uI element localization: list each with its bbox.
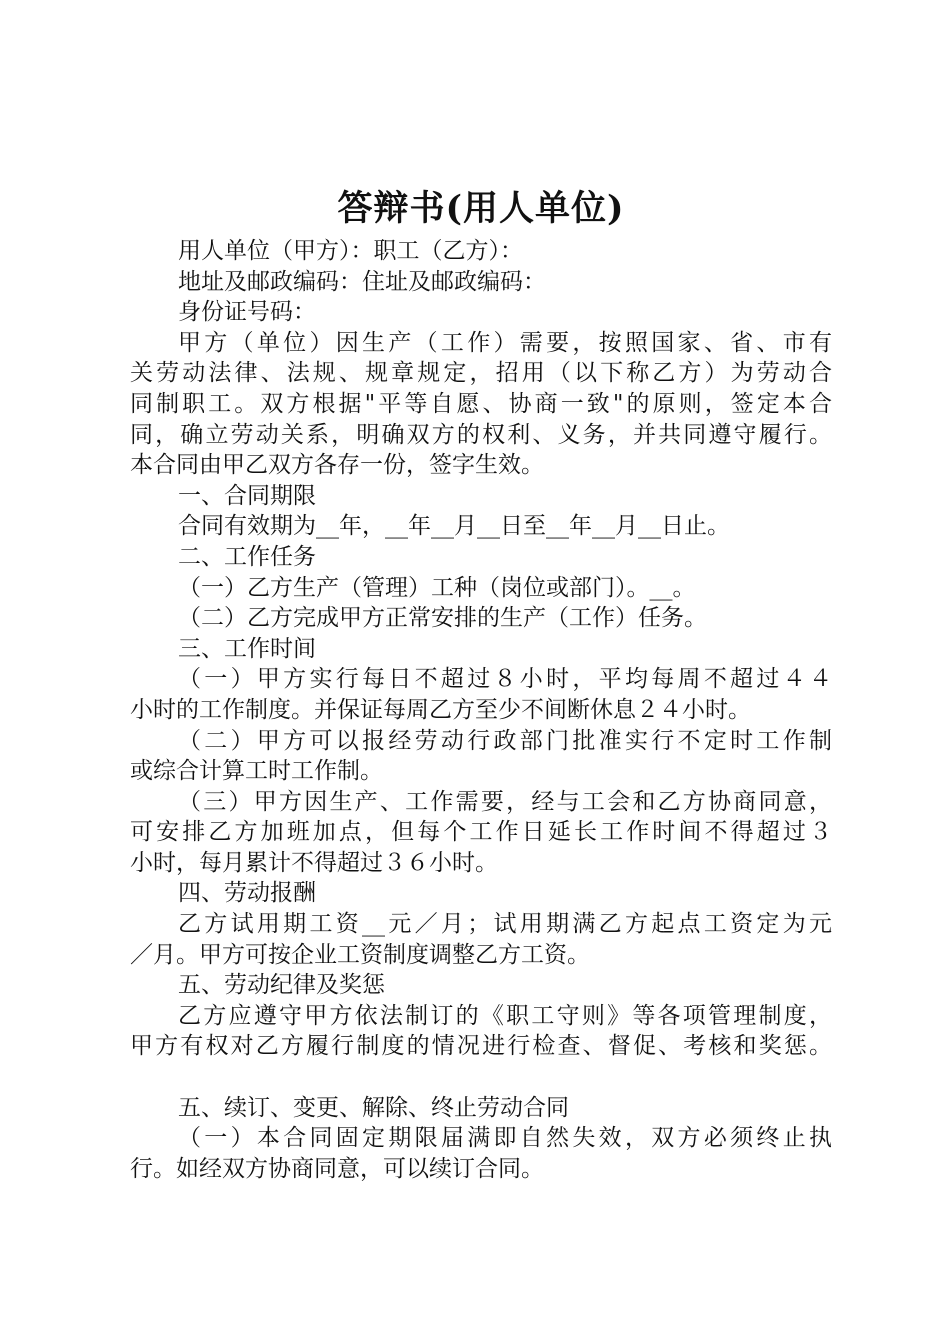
- text-line: 地址及邮政编码：住址及邮政编码：: [178, 268, 546, 295]
- text-line: （一）甲方实行每日不超过８小时，平均每周不超过４４: [178, 666, 832, 693]
- text-line: 可安排乙方加班加点，但每个工作日延长工作时间不得超过３: [130, 819, 832, 846]
- text-line: 一、合同期限: [178, 482, 316, 509]
- text-line: 身份证号码：: [178, 299, 316, 326]
- text-line: （二）甲方可以报经劳动行政部门批准实行不定时工作制: [178, 727, 832, 754]
- text-line: 四、劳动报酬: [178, 880, 316, 907]
- document-page: [130, 182, 832, 1184]
- text-line: 小时的工作制度。并保证每周乙方至少不间断休息２４小时。: [130, 696, 751, 723]
- text-line: 乙方应遵守甲方依法制订的《职工守则》等各项管理制度，: [178, 1002, 832, 1029]
- text-line: 合同有效期为__年，__年__月__日至__年__月__日止。: [178, 513, 730, 540]
- text-line: 五、续订、变更、解除、终止劳动合同: [178, 1094, 569, 1121]
- text-line: 五、劳动纪律及奖惩: [178, 972, 385, 999]
- text-line: （一）本合同固定期限届满即自然失效，双方必须终止执: [178, 1125, 832, 1152]
- document-body: [130, 236, 832, 1184]
- text-line: （三）甲方因生产、工作需要，经与工会和乙方协商同意，: [178, 788, 832, 815]
- text-line: 二、工作任务: [178, 543, 316, 570]
- text-line: 用人单位（甲方）：职工（乙方）：: [178, 238, 523, 264]
- text-line: 本合同由甲乙双方各存一份，签字生效。: [130, 452, 544, 479]
- text-line: （二）乙方完成甲方正常安排的生产（工作）任务。: [178, 605, 707, 632]
- text-line: 同制职工。双方根据"平等自愿、协商一致"的原则，签定本合: [130, 390, 832, 417]
- text-line: [130, 1062, 832, 1093]
- text-line: 关劳动法律、法规、规章规定，招用（以下称乙方）为劳动合: [130, 360, 832, 387]
- text-line: 同，确立劳动关系，明确双方的权利、义务，并共同遵守履行。: [130, 421, 832, 448]
- text-line: ／月。甲方可按企业工资制度调整乙方工资。: [130, 941, 590, 968]
- text-line: （一）乙方生产（管理）工种（岗位或部门）。__。: [178, 574, 696, 601]
- text-line: 甲方有权对乙方履行制度的情况进行检查、督促、考核和奖惩。: [130, 1033, 832, 1060]
- text-line: 行。如经双方协商同意，可以续订合同。: [130, 1155, 544, 1182]
- document-title: 答辩书(用人单位): [337, 188, 625, 229]
- text-line: 或综合计算工时工作制。: [130, 758, 383, 785]
- text-line: 甲方（单位）因生产（工作）需要，按照国家、省、市有: [178, 329, 832, 356]
- text-line: 三、工作时间: [178, 635, 316, 662]
- text-line: 小时，每月累计不得超过３６小时。: [130, 849, 498, 876]
- text-line: 乙方试用期工资__元／月；试用期满乙方起点工资定为元: [178, 911, 832, 938]
